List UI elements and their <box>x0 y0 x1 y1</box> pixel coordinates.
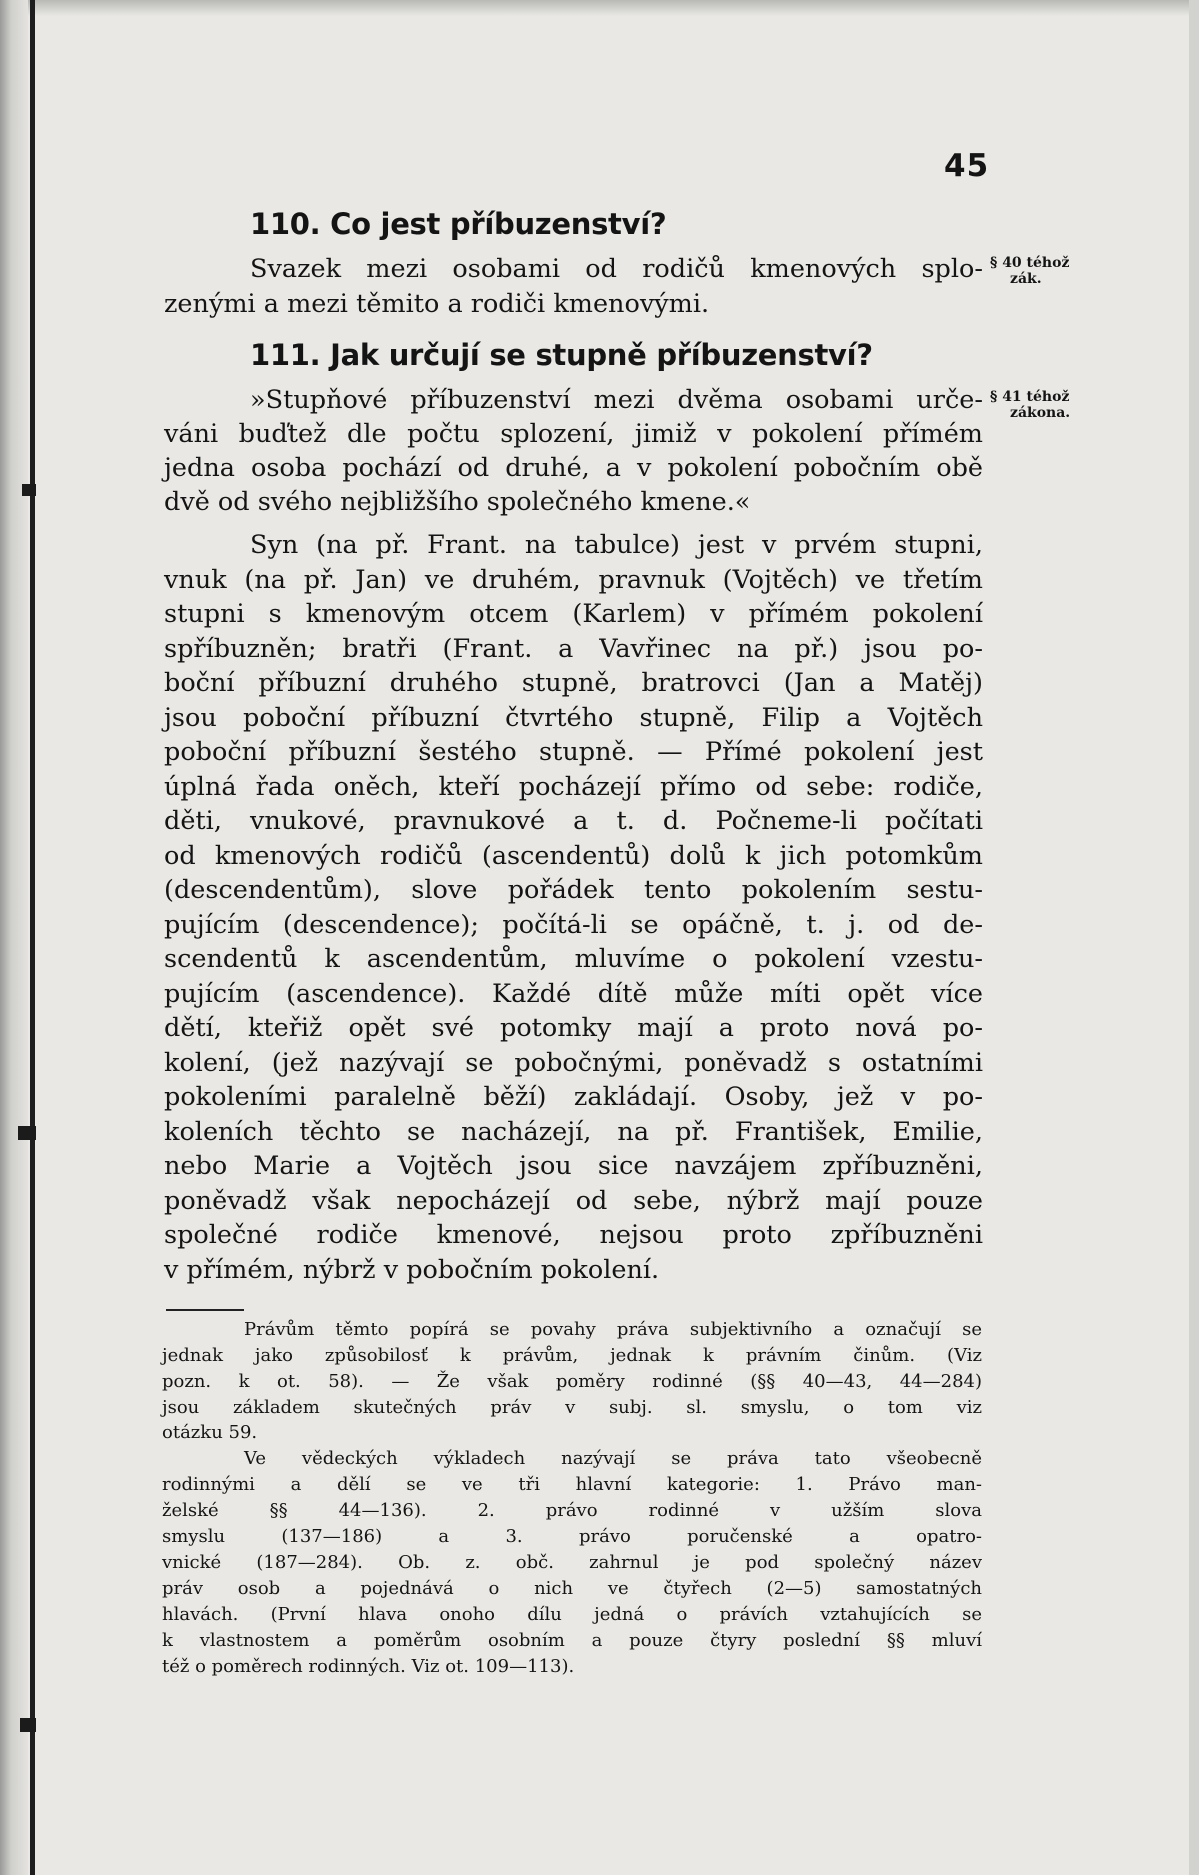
footnote-line: otázku 59. <box>162 1422 258 1443</box>
answer-111-line: váni buďtež dle počtu splození, jimiž v pokolení přímém <box>164 419 983 449</box>
margin-note-110: § 40 téhož <box>990 255 1070 271</box>
footnote-line: želské §§ 44—136). 2. právo rodinné v užším slova <box>162 1500 982 1521</box>
explanation-line: koleních těchto se nacházejí, na př. František, Emilie, <box>164 1117 983 1147</box>
explanation-line: v přímém, nýbrž v pobočním pokolení. <box>164 1255 660 1285</box>
explanation-line: poněvadž však nepocházejí od sebe, nýbrž mají pouze <box>164 1186 983 1216</box>
footnote-line: jsou základem skutečných práv v subj. sl. smyslu, o tom viz <box>162 1397 982 1418</box>
explanation-line: Syn (na př. Frant. na tabulce) jest v prvém stupni, <box>250 530 983 560</box>
explanation-line: scendentů k ascendentům, mluvíme o pokolení vzestu- <box>164 944 983 974</box>
binding-mark <box>18 1126 36 1140</box>
footnote-line: Právům těmto popírá se povahy práva subjektivního a označují se <box>244 1319 982 1340</box>
footnote-line: pozn. k ot. 58). — Že však poměry rodinné (§§ 40—43, 44—284) <box>162 1371 982 1392</box>
question-111-heading: 111. Jak určují se stupně příbuzenství? <box>250 338 873 372</box>
footnote-rule <box>166 1309 244 1311</box>
explanation-line: stupni s kmenovým otcem (Karlem) v přímém pokolení <box>164 599 983 629</box>
page-right-edge <box>1189 0 1199 1875</box>
explanation-line: pokoleními paralelně běží) zakládají. Osoby, jež v po- <box>164 1082 983 1112</box>
explanation-line: nebo Marie a Vojtěch jsou sice navzájem zpříbuzněni, <box>164 1151 983 1181</box>
answer-111-line: jedna osoba pochází od druhé, a v pokolení pobočním obě <box>164 453 983 483</box>
binding-mark <box>22 484 36 496</box>
footnote-line: jednak jako způsobilosť k právům, jednak k právním činům. (Viz <box>162 1345 982 1366</box>
explanation-line: pujícím (ascendence). Každé dítě může míti opět více <box>164 979 983 1009</box>
margin-note-111: § 41 téhož <box>990 389 1070 405</box>
explanation-line: jsou poboční příbuzní čtvrtého stupně, Filip a Vojtěch <box>164 703 983 733</box>
explanation-line: od kmenových rodičů (ascendentů) dolů k jich potomkům <box>164 841 983 871</box>
explanation-line: pujícím (descendence); počítá-li se opáčně, t. j. od de- <box>164 910 983 940</box>
explanation-line: děti, vnukové, pravnukové a t. d. Počneme-li počítati <box>164 806 983 836</box>
explanation-line: spříbuzněn; bratři (Frant. a Vavřinec na př.) jsou po- <box>164 634 983 664</box>
binding-spine <box>30 0 35 1875</box>
question-110-heading: 110. Co jest příbuzenství? <box>250 207 667 241</box>
footnote-line: též o poměrech rodinných. Viz ot. 109—113). <box>162 1656 575 1677</box>
footnote-line: smyslu (137—186) a 3. právo poručenské a opatro- <box>162 1526 982 1547</box>
margin-note-110: zák. <box>1010 271 1042 287</box>
footnote-line: vnické (187—284). Ob. z. obč. zahrnul je pod společný název <box>162 1552 982 1573</box>
explanation-line: úplná řada oněch, kteří pocházejí přímo od sebe: rodiče, <box>164 772 983 802</box>
page-number: 45 <box>944 148 990 184</box>
footnote-line: práv osob a pojednává o nich ve čtyřech (2—5) samostatných <box>162 1578 982 1599</box>
margin-note-111: zákona. <box>1010 405 1071 421</box>
explanation-line: poboční příbuzní šestého stupně. — Přímé pokolení jest <box>164 737 983 767</box>
page-top-edge <box>0 0 1199 16</box>
answer-110-line: zenými a mezi těmito a rodiči kmenovými. <box>164 289 710 319</box>
explanation-line: dětí, kteřiž opět své potomky mají a proto nová po- <box>164 1013 983 1043</box>
footnote-line: rodinnými a dělí se ve tři hlavní kategorie: 1. Právo man- <box>162 1474 982 1495</box>
binding-mark <box>20 1718 36 1732</box>
answer-111-line: »Stupňové příbuzenství mezi dvěma osobami urče- <box>250 385 983 415</box>
footnote-line: Ve vědeckých výkladech nazývají se práva tato všeobecně <box>244 1448 982 1469</box>
explanation-line: (descendentům), slove pořádek tento pokolením sestu- <box>164 875 983 905</box>
explanation-line: boční příbuzní druhého stupně, bratrovci (Jan a Matěj) <box>164 668 983 698</box>
answer-110-line: Svazek mezi osobami od rodičů kmenových splo- <box>250 254 983 284</box>
explanation-line: kolení, (jež nazývají se pobočnými, poněvadž s ostatními <box>164 1048 983 1078</box>
explanation-line: společné rodiče kmenové, nejsou proto zpříbuzněni <box>164 1220 983 1250</box>
footnote-line: k vlastnostem a poměrům osobním a pouze čtyry poslední §§ mluví <box>162 1630 982 1651</box>
answer-111-line: dvě od svého nejbližšího společného kmene.« <box>164 487 751 517</box>
footnote-line: hlavách. (První hlava onoho dílu jedná o právích vztahujících se <box>162 1604 982 1625</box>
page-left-edge <box>0 0 28 1875</box>
explanation-line: vnuk (na př. Jan) ve druhém, pravnuk (Vojtěch) ve třetím <box>164 565 983 595</box>
